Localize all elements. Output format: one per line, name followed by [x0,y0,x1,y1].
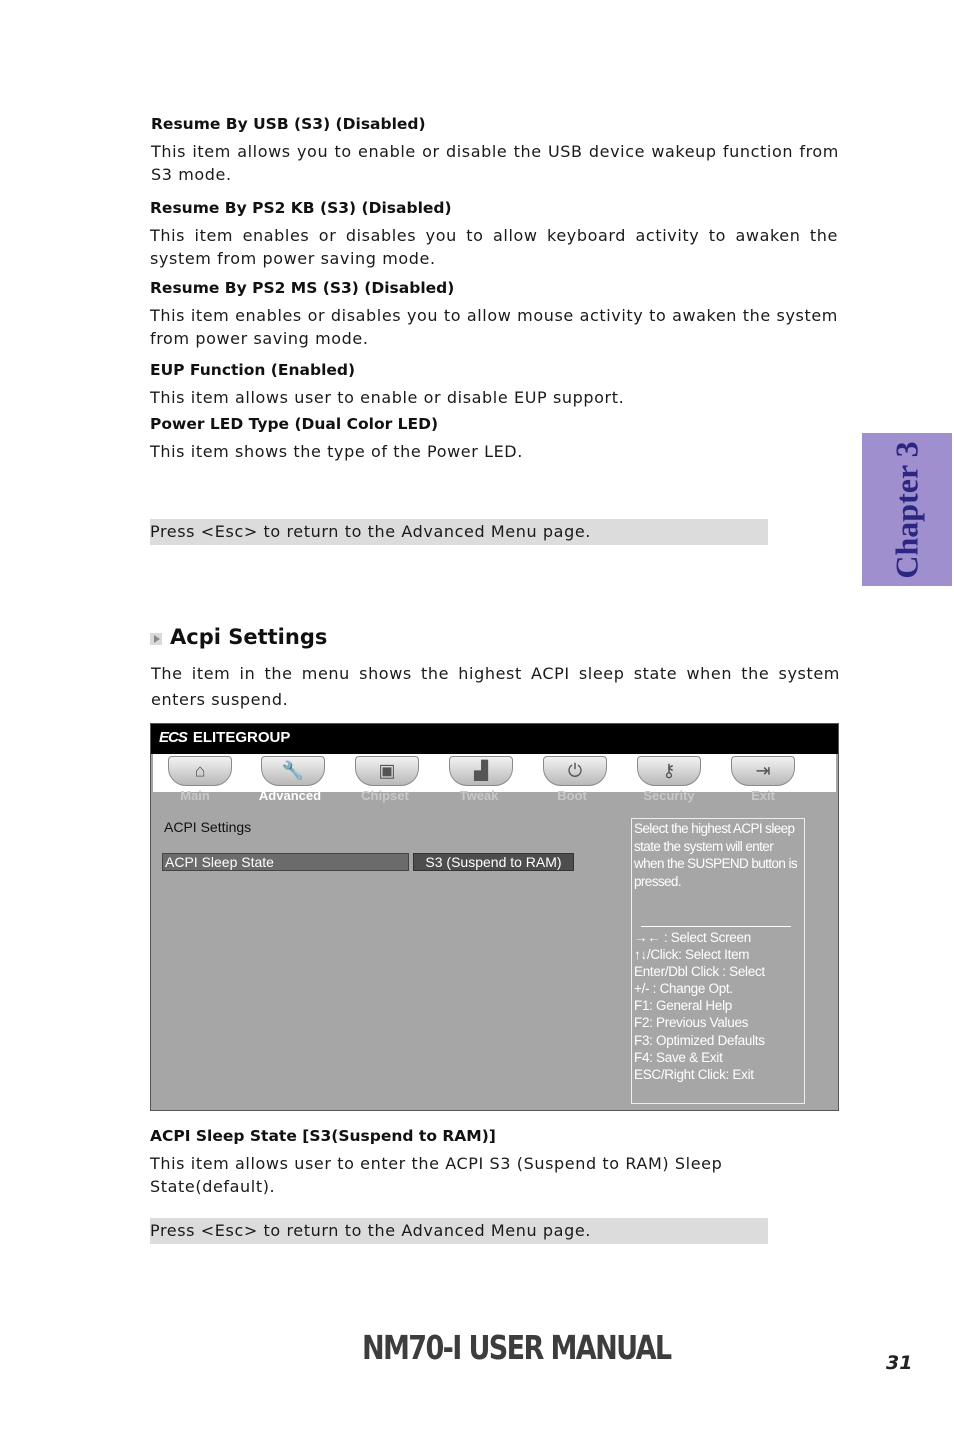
brand-name: ELITEGROUP [192,729,291,746]
item-desc-eup: This item allows user to enable or disable EUP support. [150,388,625,407]
home-icon: ⌂ [194,760,206,781]
tab-tweak[interactable]: Tweak [459,788,499,803]
help-key-list [634,929,765,1083]
wrench-icon: 🔧 [281,760,305,781]
tab-chipset-button[interactable] [355,756,419,786]
item-title-resume-usb: Resume By USB (S3) (Disabled) [151,115,426,133]
help-key-item: F2: Previous Values [634,1015,749,1031]
press-esc-note-2: Press <Esc> to return to the Advanced Menu page. [150,1218,768,1244]
tab-tweak-button[interactable] [449,756,513,786]
item-desc-resume-ps2-kb: This item enables or disables you to allow keyboard activity to awaken the system from power saving mode. [150,226,838,268]
item-desc-acpi-sleep-state: This item allows user to enter the ACPI S3 (Suspend to RAM) Sleep State(default). [150,1154,723,1196]
item-title-resume-ps2-ms: Resume By PS2 MS (S3) (Disabled) [150,279,455,297]
item-desc-power-led: This item shows the type of the Power LED. [150,442,523,461]
tab-exit-button[interactable] [731,756,795,786]
chip-icon: ▣ [378,760,396,781]
tab-exit[interactable]: Exit [751,788,775,803]
help-divider [641,926,791,927]
item-title-acpi-sleep-state: ACPI Sleep State [S3(Suspend to RAM)] [150,1127,496,1145]
acpi-sleep-state-value[interactable]: S3 (Suspend to RAM) [413,853,574,871]
help-key-item: ↑↓/Click: Select Item [634,947,750,963]
chapter-tab-label: Chapter 3 [888,440,925,579]
bios-screenshot [150,723,839,1111]
help-key-item: Enter/Dbl Click : Select [634,964,765,980]
tab-boot[interactable]: Boot [557,788,587,803]
manual-title: NM70-I USER MANUAL [362,1328,671,1367]
tab-advanced[interactable]: Advanced [258,788,322,803]
item-title-power-led: Power LED Type (Dual Color LED) [150,415,439,433]
item-title-resume-ps2-kb: Resume By PS2 KB (S3) (Disabled) [150,199,452,217]
bios-nav-bar [153,754,836,792]
section-title: Acpi Settings [170,625,328,649]
help-key-item: +/- : Change Opt. [634,981,733,997]
tab-security-button[interactable] [637,756,701,786]
item-title-eup: EUP Function (Enabled) [150,361,356,379]
ecs-logo-mark: ECS [159,729,187,746]
power-icon: ⏻ [567,760,583,781]
tab-security[interactable]: Security [643,788,695,803]
section-desc: The item in the menu shows the highest ACPI sleep state when the system enters suspend. [151,664,840,709]
key-icon: ⚷ [662,760,676,781]
chapter-tab [862,433,952,586]
help-key-item: F4: Save & Exit [634,1049,723,1065]
bios-page-heading: ACPI Settings [164,819,252,835]
help-key-item: F3: Optimized Defaults [634,1032,765,1048]
item-desc-resume-usb: This item allows you to enable or disable the USB device wakeup function from S3 mode. [151,142,839,184]
exit-icon: ⇥ [755,760,771,781]
tab-chipset[interactable]: Chipset [361,788,409,803]
elitegroup-logo [159,729,290,746]
bios-nav-labels [151,788,838,806]
help-key-item: →← : Select Screen [634,930,751,945]
tab-boot-button[interactable] [543,756,607,786]
tab-advanced-button[interactable] [261,756,325,786]
help-key-item: ESC/Right Click: Exit [634,1066,754,1082]
tab-main-button[interactable] [168,756,232,786]
acpi-sleep-state-label[interactable]: ACPI Sleep State [162,853,409,871]
item-desc-resume-ps2-ms: This item enables or disables you to allow mouse activity to awaken the system from power saving mode. [150,306,838,348]
tab-main[interactable]: Main [180,788,210,803]
press-esc-note: Press <Esc> to return to the Advanced Menu page. [150,519,768,545]
section-arrow-icon [150,633,162,645]
bios-title-bar [151,724,838,754]
bios-help-panel [631,818,805,1104]
help-key-item: F1: General Help [634,998,732,1014]
chart-icon: ▟ [474,760,488,781]
page-number: 31 [886,1352,913,1374]
help-description: Select the highest ACPI sleep state the system will enter when the SUSPEND button is pressed. [634,821,797,889]
